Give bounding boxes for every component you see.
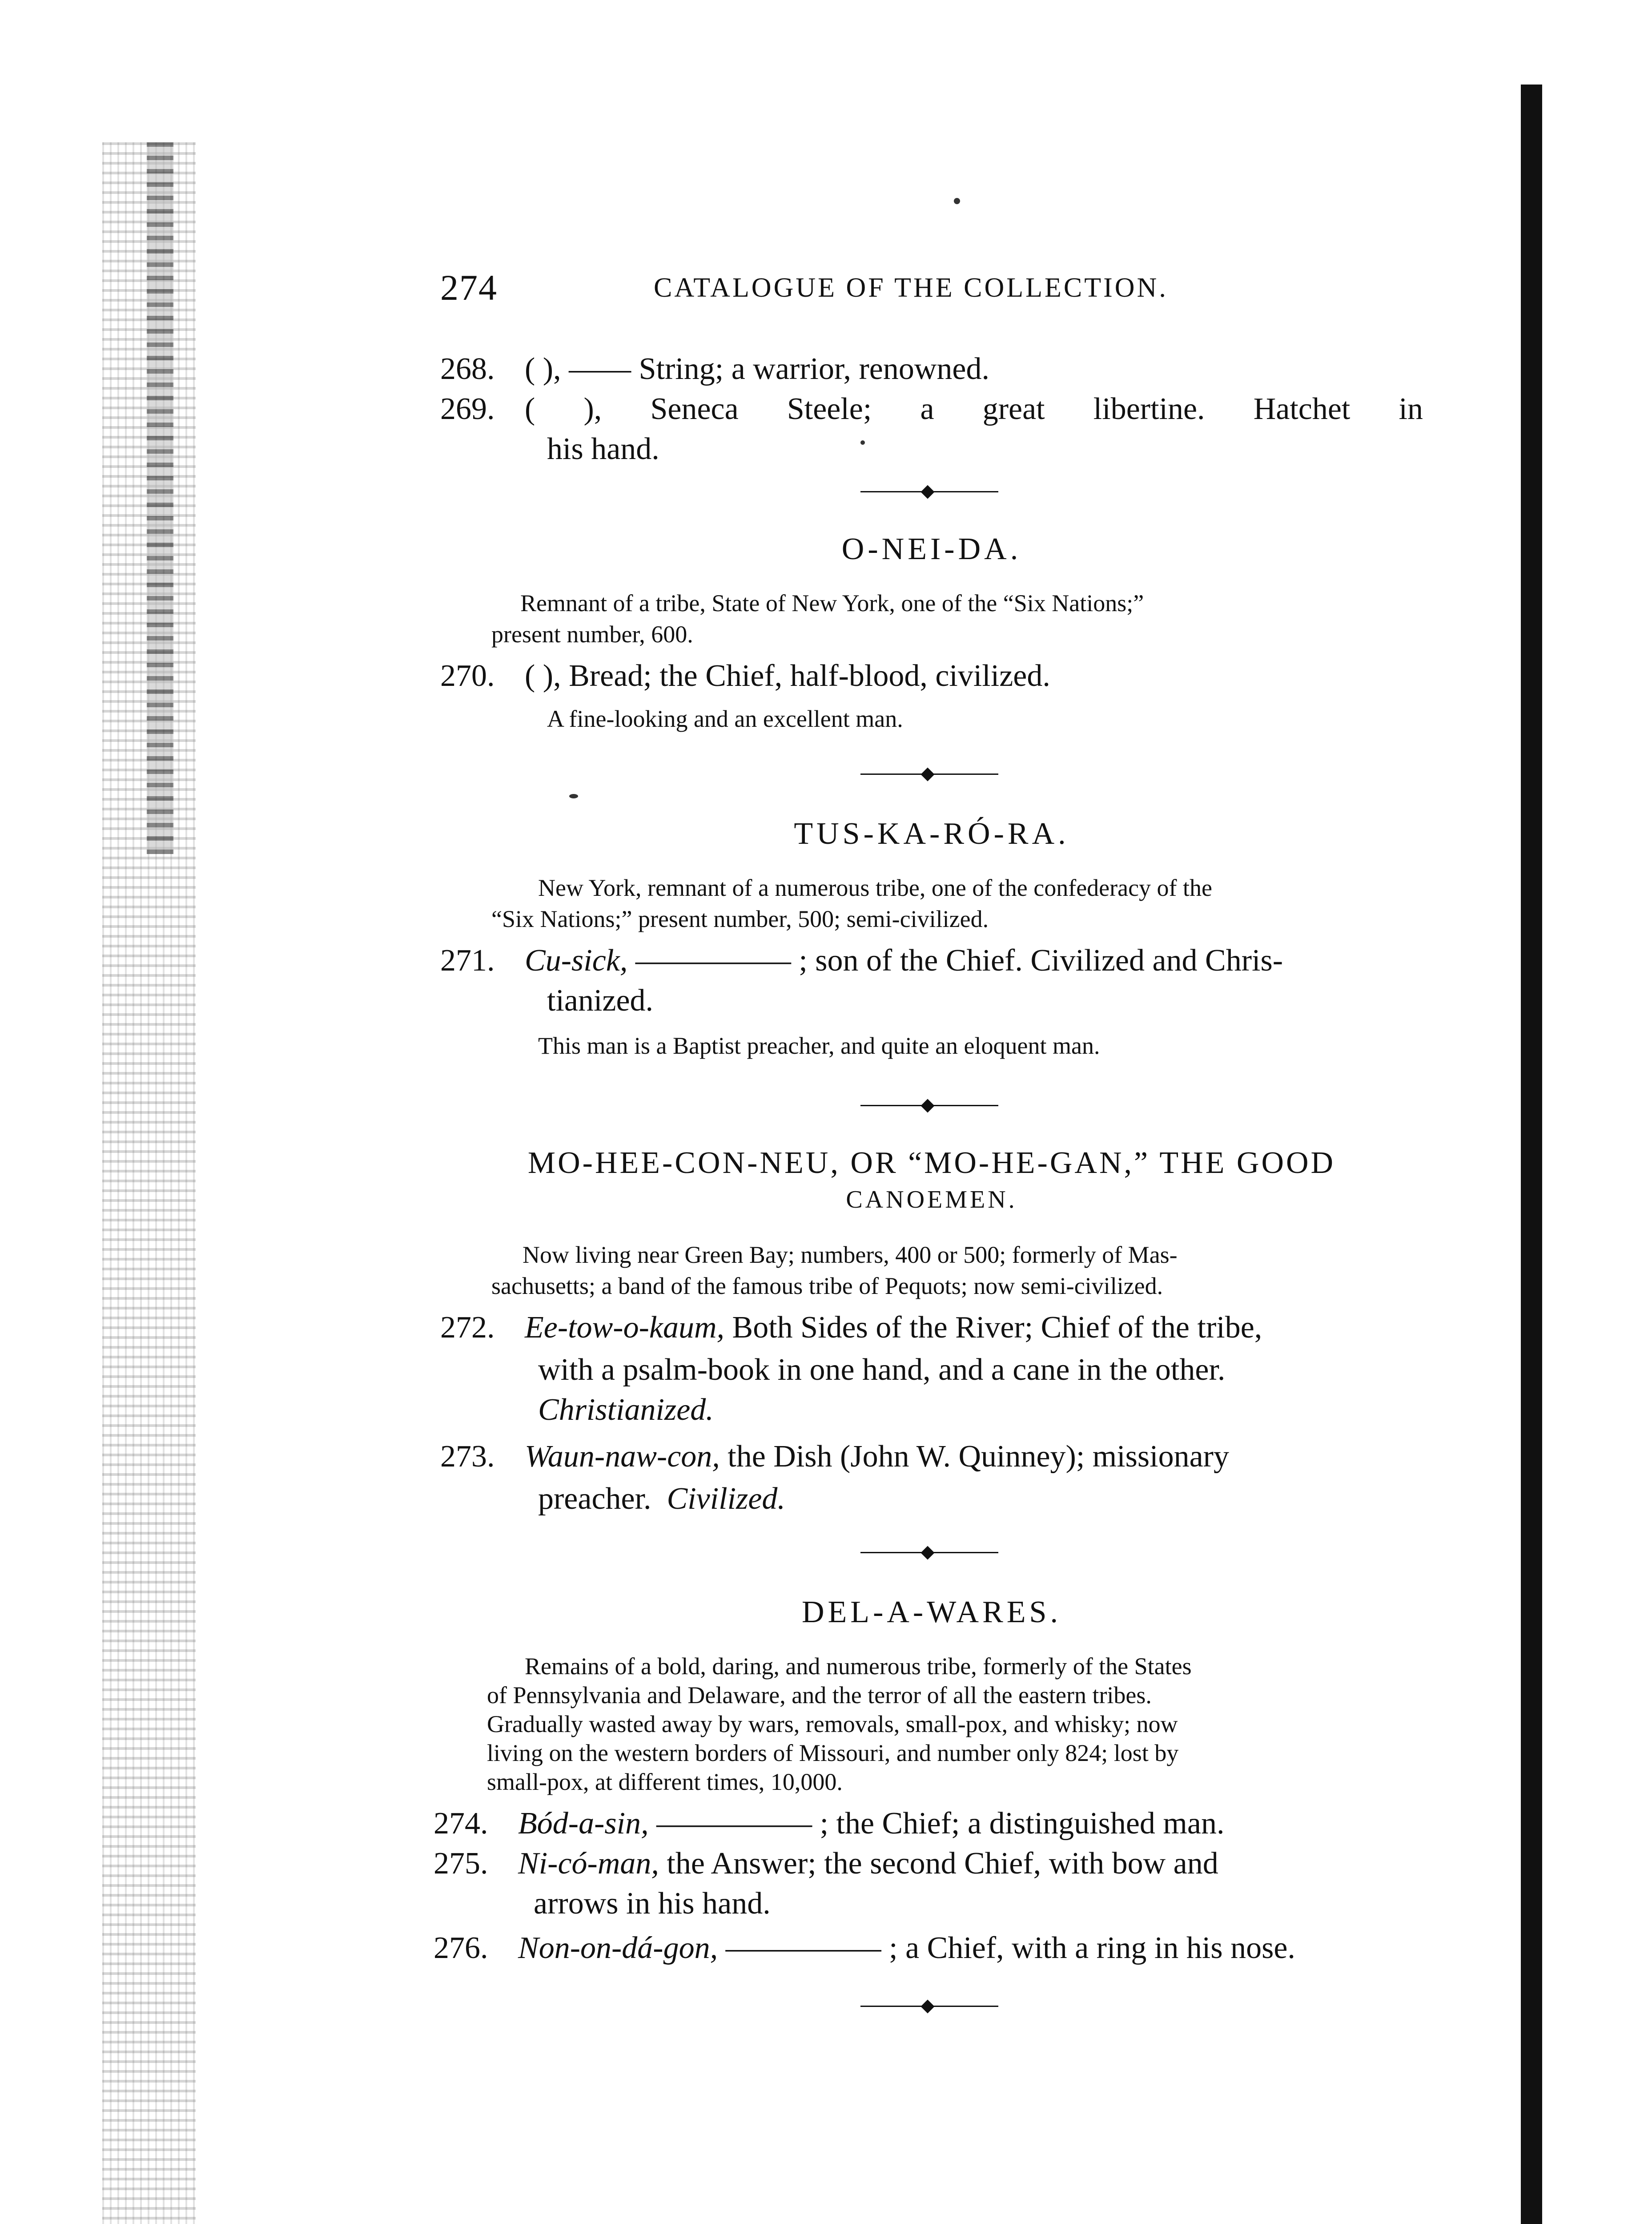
entry-273-cont: preacher. Civilized. [538, 1482, 785, 1516]
scan-edge-bar [147, 142, 173, 854]
section-divider [860, 767, 998, 781]
entry-269: 269. ( ), Seneca Steele; a great libertine. Hatchet in [440, 392, 1423, 426]
section-divider [860, 1099, 998, 1112]
entry-270-note: A fine-looking and an excellent man. [547, 705, 903, 732]
delawares-description-line-3: Gradually wasted away by wars, removals, small-pox, and whisky; now [487, 1711, 1178, 1737]
page-header [440, 267, 1423, 316]
entry-275-cont: arrows in his hand. [534, 1886, 771, 1921]
entry-276: 276. Non-on-dá-gon, ————— ; a Chief, with a ring in his nose. [434, 1931, 1295, 1965]
section-divider [860, 1999, 998, 2013]
entry-274: 274. Bód-a-sin, ————— ; the Chief; a distinguished man. [434, 1806, 1225, 1841]
entry-269-cont: his hand. [547, 432, 659, 466]
entry-271-cont: tianized. [547, 983, 654, 1018]
delawares-description-line-1: Remains of a bold, daring, and numerous tribe, formerly of the States [525, 1653, 1192, 1680]
entry-272-cont: with a psalm-book in one hand, and a cane in the other. [538, 1353, 1226, 1387]
section-divider [860, 485, 998, 498]
section-heading-oneida: O-NEI-DA. [841, 532, 1022, 566]
entry-271-note: This man is a Baptist preacher, and quite an eloquent man. [538, 1032, 1100, 1059]
running-head: CATALOGUE OF THE COLLECTION. [654, 273, 1168, 303]
entry-270: 270. ( ), Bread; the Chief, half-blood, civilized. [440, 659, 1050, 693]
tuskarora-description-line-2: “Six Nations;” present number, 500; semi-civilized. [491, 906, 989, 932]
section-heading-tuskarora: TUS-KA-RÓ-RA. [794, 817, 1069, 851]
tuskarora-description-line-1: New York, remnant of a numerous tribe, one of the confederacy of the [538, 874, 1213, 901]
entry-273: 273. Waun-naw-con, the Dish (John W. Quinney); missionary [440, 1439, 1229, 1474]
scan-speck [569, 794, 578, 798]
entry-268: 268. ( ), —— String; a warrior, renowned. [440, 352, 989, 386]
section-heading-delawares: DEL-A-WARES. [802, 1595, 1061, 1629]
section-divider [860, 1546, 998, 1559]
oneida-description-line-2: present number, 600. [491, 621, 693, 648]
scan-right-border [1521, 85, 1542, 2224]
section-heading-moheeconneu: MO-HEE-CON-NEU, OR “MO-HE-GAN,” THE GOOD [527, 1146, 1336, 1180]
page-number: 274 [440, 267, 498, 308]
scan-speck [954, 198, 960, 204]
entry-272-end: Christianized. [538, 1393, 714, 1427]
entry-271: 271. Cu-sick, ————— ; son of the Chief. Civilized and Chris- [440, 943, 1283, 978]
delawares-description-line-4: living on the western borders of Missouri, and number only 824; lost by [487, 1740, 1179, 1766]
moheeconneu-description-line-2: sachusetts; a band of the famous tribe of Pequots; now semi-civilized. [491, 1273, 1163, 1299]
entry-275: 275. Ni-có-man, the Answer; the second Chief, with bow and [434, 1846, 1218, 1881]
oneida-description-line-1: Remnant of a tribe, State of New York, one of the “Six Nations;” [520, 590, 1144, 616]
entry-272: 272. Ee-tow-o-kaum, Both Sides of the River; Chief of the tribe, [440, 1310, 1262, 1345]
delawares-description-line-5: small-pox, at different times, 10,000. [487, 1769, 843, 1795]
section-heading-moheeconneu-cont: CANOEMEN. [846, 1186, 1017, 1213]
scan-speck [860, 440, 865, 445]
delawares-description-line-2: of Pennsylvania and Delaware, and the terror of all the eastern tribes. [487, 1682, 1152, 1708]
moheeconneu-description-line-1: Now living near Green Bay; numbers, 400 or 500; formerly of Mas- [523, 1241, 1178, 1268]
